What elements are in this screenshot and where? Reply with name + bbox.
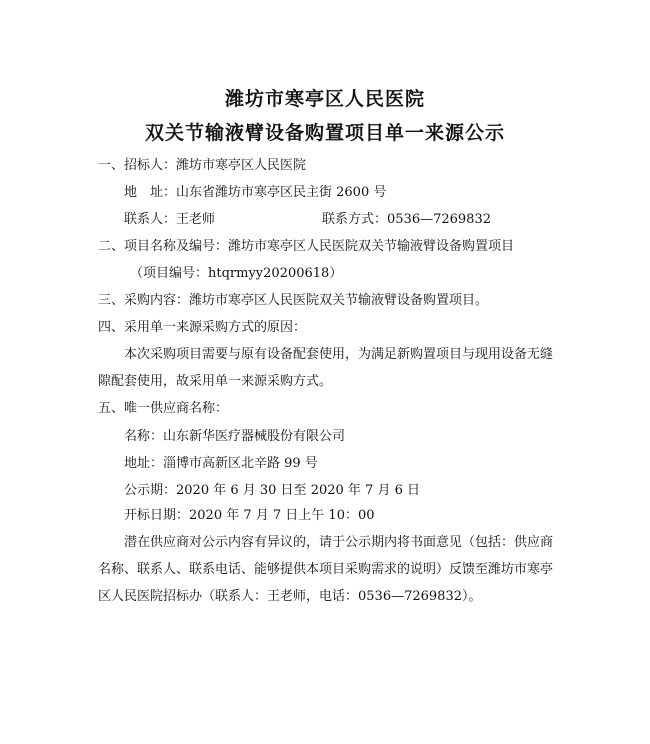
- page-title-line2: 双关节输液臂设备购置项目单一来源公示: [144, 122, 505, 144]
- notice-line-1: 潜在供应商对公示内容有异议的，请于公示期内将书面意见（包括：供应商: [124, 535, 554, 550]
- supplier-name: 名称：山东新华医疗器械股份有限公司: [124, 429, 346, 444]
- opening-date: 开标日期：2020 年 7 月 7 日上午 10：00: [124, 508, 375, 523]
- project-name-line: 二、项目名称及编号：潍坊市寒亭区人民医院双关节输液臂设备购置项目: [98, 239, 515, 254]
- reason-line-2: 隙配套使用，故采用单一来源采购方式。: [98, 374, 333, 389]
- notice-line-3: 区人民医院招标办（联系人：王老师，电话：0536—7269832）。: [98, 589, 482, 604]
- supplier-heading: 五、唯一供应商名称：: [98, 401, 229, 416]
- notice-line-2: 名称、联系人、联系电话、能够提供本项目采购需求的说明）反馈至潍坊市寒亭: [98, 562, 554, 577]
- procurement-content-line: 三、采购内容：潍坊市寒亭区人民医院双关节输液臂设备购置项目。: [98, 293, 489, 308]
- project-code-line: （项目编号：htqrmyy20200618）: [130, 266, 343, 281]
- reason-line-1: 本次采购项目需要与原有设备配套使用，为满足新购置项目与现用设备无缝: [124, 347, 554, 362]
- notice-period: 公示期：2020 年 6 月 30 日至 2020 年 7 月 6 日: [124, 483, 420, 498]
- contact-person: 联系人：王老师: [124, 212, 216, 227]
- supplier-address: 地址：淄博市高新区北辛路 99 号: [124, 456, 318, 471]
- tenderer-line: 一、招标人：潍坊市寒亭区人民医院: [98, 158, 307, 173]
- contact-method: 联系方式：0536—7269832: [322, 212, 491, 227]
- reason-heading: 四、采用单一来源采购方式的原因：: [98, 320, 307, 335]
- page-title-line1: 潍坊市寒亭区人民医院: [224, 88, 425, 110]
- address-line: 地 址：山东省潍坊市寒亭区民主街 2600 号: [124, 185, 387, 200]
